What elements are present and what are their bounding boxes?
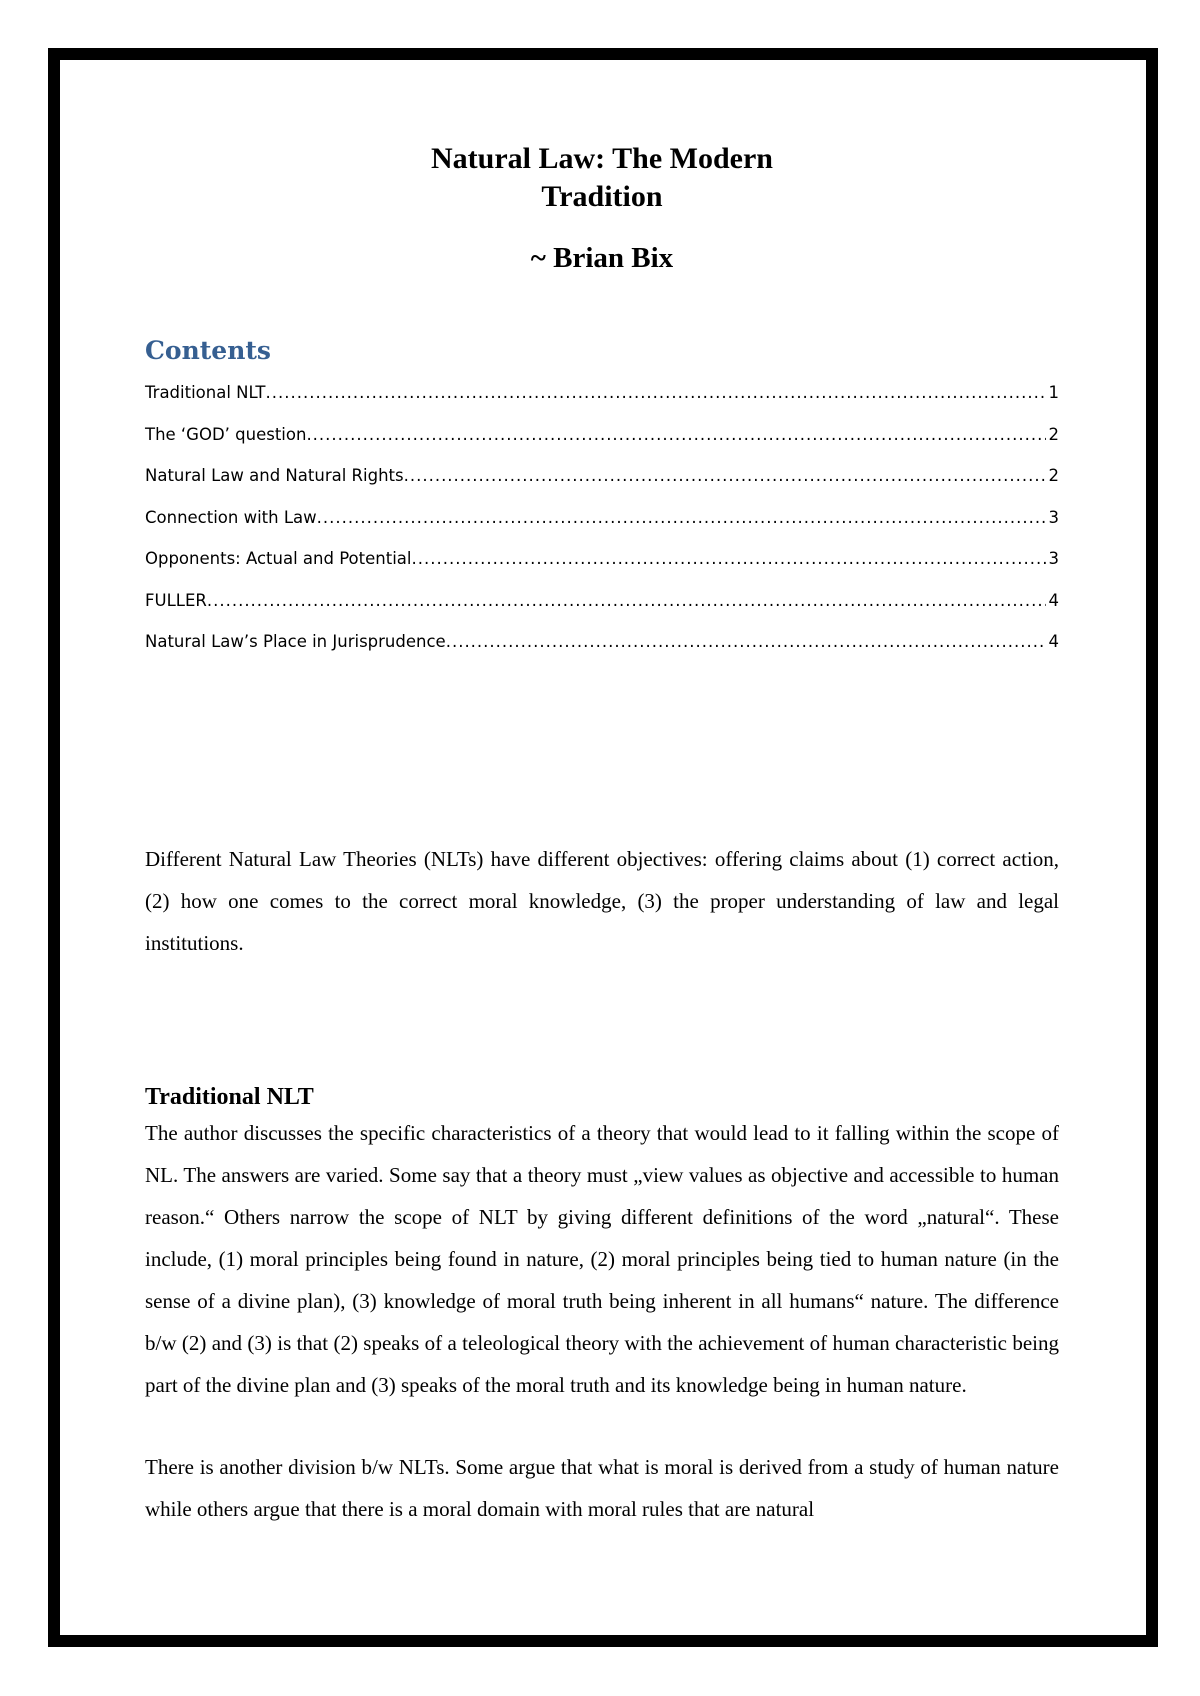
toc-entry-page: 1 [1048,383,1059,402]
toc-heading: Contents [145,336,272,365]
toc-entry-label: Natural Law’s Place in Jurisprudence [145,632,446,651]
toc-entry[interactable] [145,538,1059,580]
document-content [145,140,1059,1530]
toc-leader-dots [404,455,1046,497]
toc-entry[interactable] [145,372,1059,414]
document-title [145,140,1059,216]
body-paragraph: The author discusses the specific characteristics of a theory that would lead to it falling within the scope of NL. The answers are varied. Some say that a theory must „view values as objective and accessible to human reason.“ Others narrow the scope of NLT by giving different definitions of the word „natural“. These include, (1) moral principles being found in nature, (2) moral principles being tied to human nature (in the sense of a divine plan), (3) knowledge of moral truth being inherent in all humans“ nature. The difference b/w (2) and (3) is that (2) speaks of a teleological theory with the achievement of human characteristic being part of the divine plan and (3) speaks of the moral truth and its knowledge being in human nature. [145,1120,1059,1397]
toc-entry-label: Traditional NLT [145,383,266,402]
toc-leader-dots [411,538,1045,580]
toc-entry[interactable] [145,497,1059,539]
toc-entry[interactable] [145,414,1059,456]
toc-entry-page: 4 [1048,632,1059,651]
title-line-2: Tradition [541,180,663,213]
toc-leader-dots [207,580,1046,622]
toc-entry-label: Natural Law and Natural Rights [145,466,404,485]
section-heading: Traditional NLT [145,1083,314,1110]
toc-leader-dots [317,497,1046,539]
toc-entry-label: FULLER [145,590,207,610]
toc-entry-page: 2 [1048,424,1059,444]
toc-entry-label: The ‘GOD’ question [145,424,307,444]
toc-entry[interactable] [145,455,1059,497]
toc-entry-page: 3 [1048,507,1059,527]
toc-leader-dots [266,372,1046,414]
document-author: ~ Brian Bix [530,242,674,274]
table-of-contents [145,372,1059,663]
toc-leader-dots [306,414,1045,456]
toc-leader-dots [446,621,1046,663]
intro-paragraph: Different Natural Law Theories (NLTs) have different objectives: offering claims about (1) correct action, (2) how one comes to the correct moral knowledge, (3) the proper understanding of law and legal institutions. [145,846,1059,955]
toc-entry[interactable] [145,621,1059,663]
toc-entry-label: Opponents: Actual and Potential [145,549,412,568]
toc-entry-page: 3 [1048,549,1059,568]
toc-entry-page: 4 [1048,590,1059,610]
body-paragraph: There is another division b/w NLTs. Some argue that what is moral is derived from a study of human nature while others argue that there is a moral domain with moral rules that are natural [145,1454,1059,1521]
toc-entry-label: Connection with Law [145,507,317,527]
toc-entry[interactable] [145,580,1059,622]
toc-entry-page: 2 [1048,466,1059,485]
title-line-1: Natural Law: The Modern [431,142,773,175]
